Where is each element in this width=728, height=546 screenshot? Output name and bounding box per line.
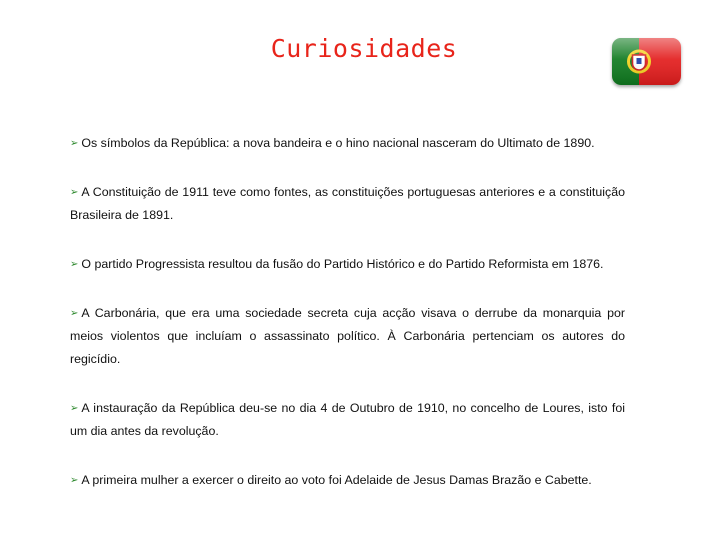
bullet-text: A Carbonária, que era uma sociedade secreta cuja acção visava o derrube da monarquia por meios violentos que incluíam o assassinato político. À Carbonária pertenciam os autores do regicídio.: [70, 306, 625, 366]
bullet-text: A instauração da República deu-se no dia 4 de Outubro de 1910, no concelho de Loures, isto foi um dia antes da revolução.: [70, 401, 625, 438]
bullet-text: Os símbolos da República: a nova bandeira e o hino nacional nasceram do Ultimato de 1890.: [81, 136, 595, 150]
bullet-item: [70, 397, 625, 443]
green-arrow-bullet-icon: ➢: [70, 187, 79, 198]
bullet-text: A primeira mulher a exercer o direito ao voto foi Adelaide de Jesus Damas Brazão e Cabette.: [81, 473, 592, 487]
bullet-text: A Constituição de 1911 teve como fontes, as constituições portuguesas anteriores e a constituição Brasileira de 1891.: [70, 185, 625, 222]
portugal-flag-icon: [612, 38, 681, 85]
bullet-item: [70, 132, 625, 155]
bullet-item: [70, 302, 625, 371]
green-arrow-bullet-icon: ➢: [70, 475, 79, 486]
green-arrow-bullet-icon: ➢: [70, 259, 79, 270]
bullet-list: [70, 132, 625, 492]
green-arrow-bullet-icon: ➢: [70, 403, 79, 414]
bullet-text: O partido Progressista resultou da fusão do Partido Histórico e do Partido Reformista em 1876.: [81, 257, 604, 271]
bullet-item: [70, 469, 625, 492]
bullet-item: [70, 253, 625, 276]
green-arrow-bullet-icon: ➢: [70, 308, 79, 319]
green-arrow-bullet-icon: ➢: [70, 138, 79, 149]
bullet-item: [70, 181, 625, 227]
slide-title: Curiosidades: [270, 34, 458, 63]
